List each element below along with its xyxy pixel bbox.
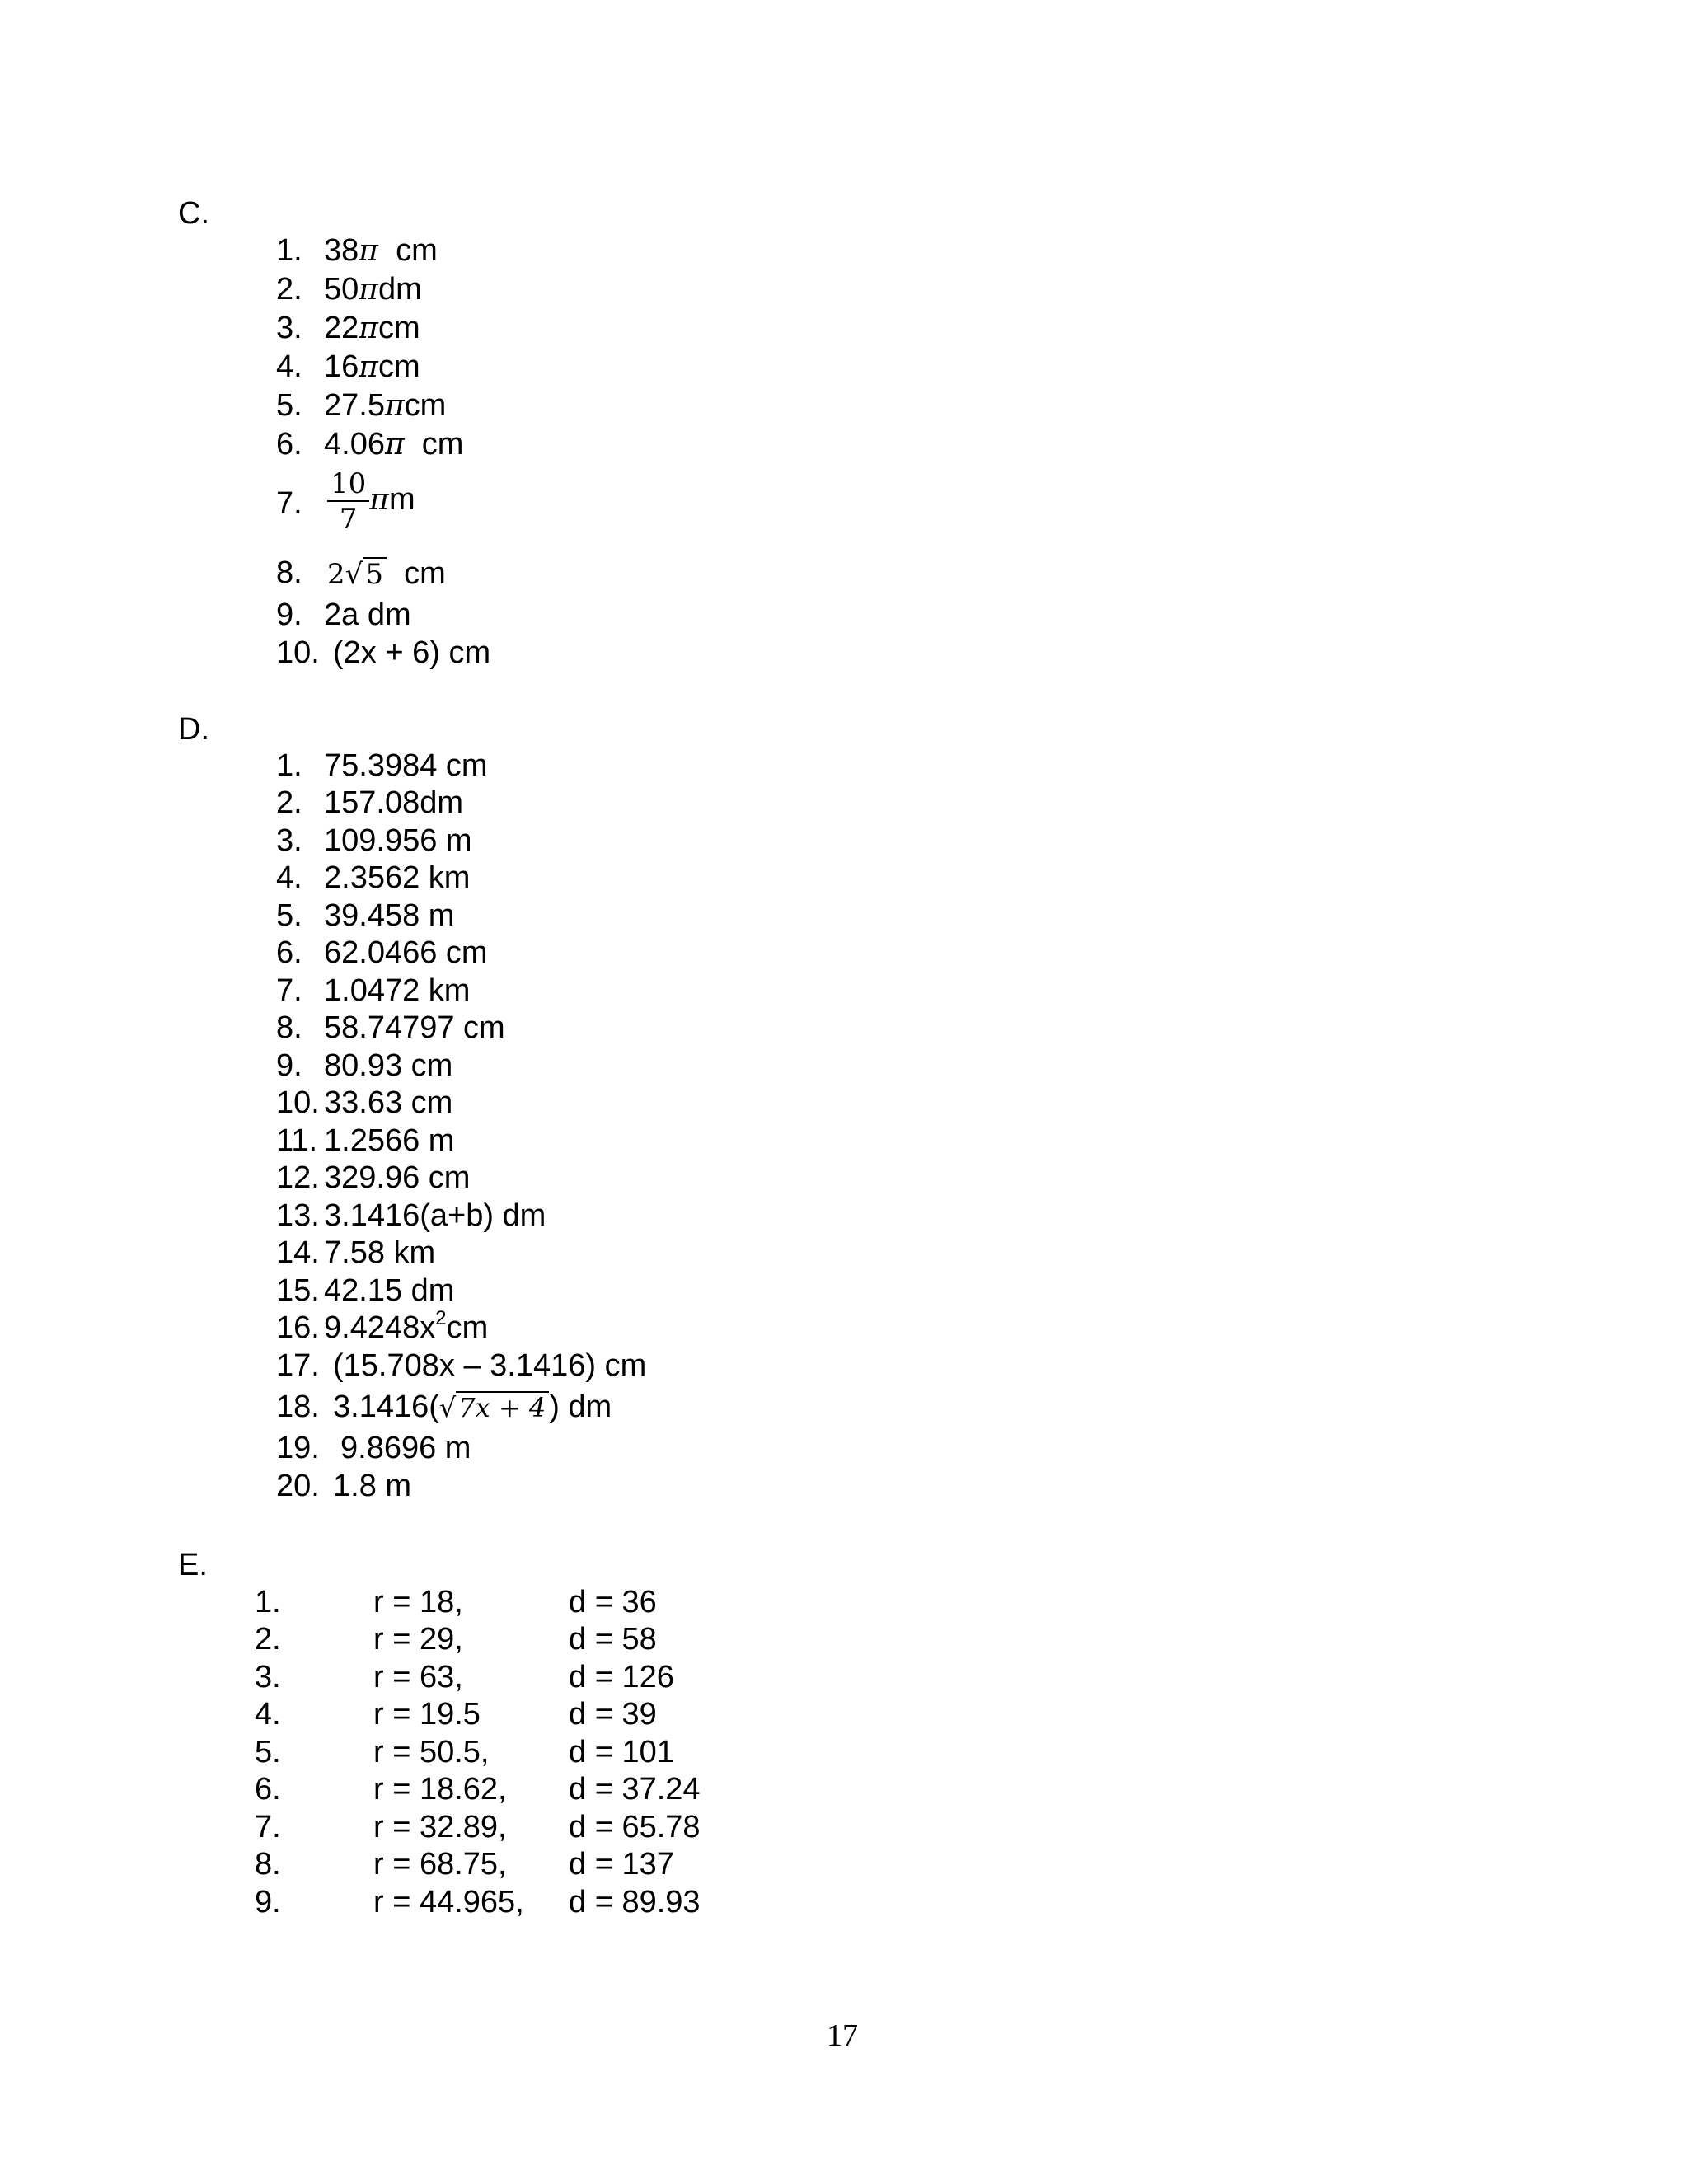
section-e-label: E. <box>178 1548 208 1582</box>
page-number: 17 <box>827 2018 858 2053</box>
pi-symbol: π <box>384 389 405 423</box>
square-root: √7x + 4 <box>439 1391 549 1421</box>
square-root: √5 <box>345 557 387 588</box>
document-page: C. 1. 38π cm 2. 50πdm 3. 22πcm 4. 16πcm 5. 27.5πcm 6. 4.06π cm 7. $\frac{10}{7}$ πm 8. 2√5 cm 9. 2a dm 10. (2x + 6) cm D. 1. 75.3984 cm 2. 157.08dm 3. 109.956 m 4. 2.3562 km 5. 39.458 m 6. 62.0466 cm 7. 1.0472 km 8. 58.74797 cm 9. 80.93 cm 10. 33.63 cm 11. 1.2566 m 12. 329.96 cm 13. 3.1416(a+b) dm 14. 7.58 km 15. 42.15 dm 16. $9.4248x^2cm$ 17. (15.708x – 3.1416) cm 18. 3.1416(√7x + 4 ) dm 19. 9.8696 m 20. 1.8 m E. 1. r = 18, d = 36 2. r = 29, d = 58 3. r = 63, d = 126 4. r = 19.5 d = 39 5. r = 50.5, d = 101 6. r = 18.62, d = 37.24 7. r = 32.89, d = 65.78 8. r = 68.75, d = 137 9. r = 44.965, d = 89.93 17 <box>178 196 858 2053</box>
fraction: $\frac{10}{7}$ <box>327 468 369 537</box>
pi-symbol: π <box>359 273 378 307</box>
pi-symbol: π <box>369 482 389 517</box>
pi-symbol: π <box>359 350 378 384</box>
section-c-label: C. <box>178 196 209 231</box>
section-d-label: D. <box>178 712 209 747</box>
pi-symbol: π <box>384 428 405 462</box>
pi-symbol: π <box>359 312 378 345</box>
pi-symbol: π <box>359 234 378 268</box>
